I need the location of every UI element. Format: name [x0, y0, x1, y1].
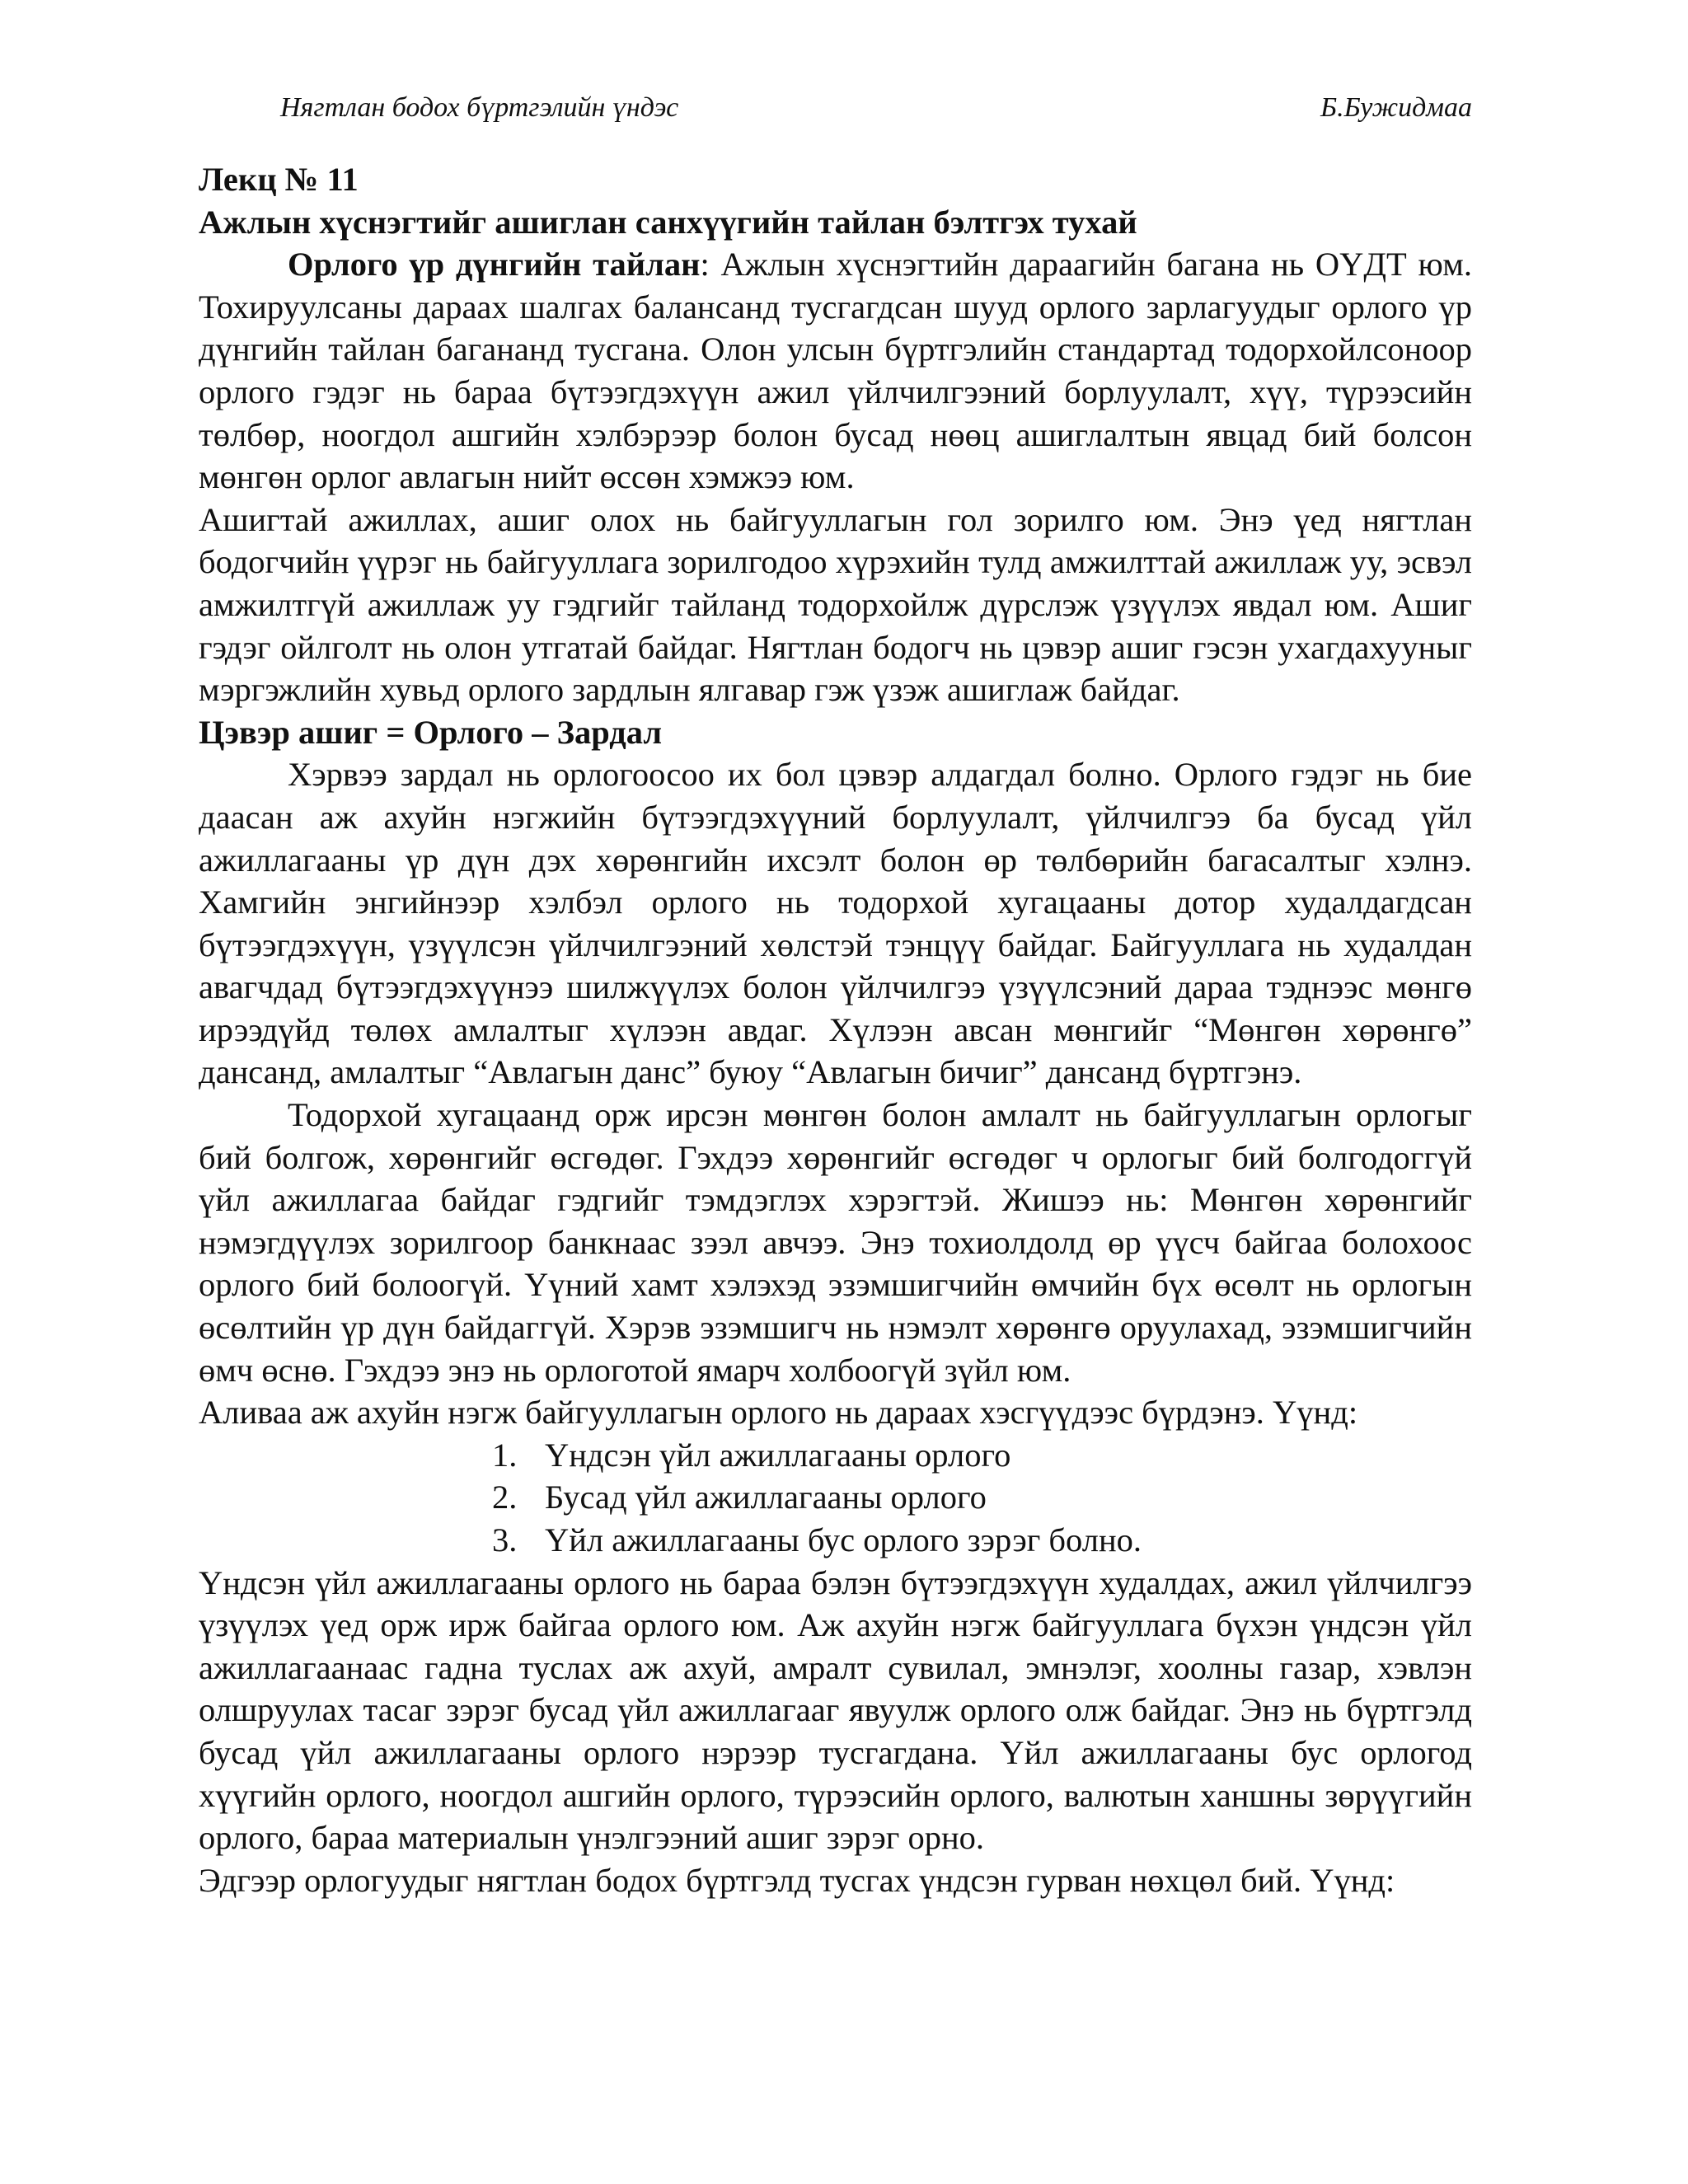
lecture-number: Лекц № 11 — [199, 161, 359, 198]
running-header — [280, 92, 1472, 134]
header-author: Б.Бужидмаа — [1320, 92, 1472, 123]
list-item — [199, 1434, 1472, 1477]
list-item — [199, 1476, 1472, 1519]
paragraph-conditions: Эдгээр орлогуудыг нягтлан бодох бүртгэлд тусгах үндсэн гурван нөхцөл бий. Үүнд: — [199, 1861, 1395, 1899]
list-item-text: Үйл ажиллагааны бус орлого зэрэг болно. — [545, 1521, 1142, 1558]
lecture-title: Ажлын хүснэгтийг ашиглан санхүүгийн тайлан бэлтгэх тухай — [199, 203, 1137, 241]
list-item-text: Үндсэн үйл ажиллагааны орлого — [545, 1436, 1011, 1474]
list-item-number: 2. — [492, 1479, 518, 1516]
income-types-list — [199, 1434, 1472, 1562]
list-item — [199, 1519, 1472, 1562]
list-item-number: 3. — [492, 1521, 518, 1558]
paragraph-profit-goal: Ашигтай ажиллах, ашиг олох нь байгууллагын гол зорилго юм. Энэ үед нягтлан бодогчийн үүрэг нь байгууллага зорилгодоо хүрэхийн тулд амжилттай ажиллаж уу, эсвэл амжилтгүй ажиллаж уу гэдгийг тайланд тодорхойлж дүрслэж үзүүлэх явдал юм. Ашиг гэдэг ойлголт нь олон утгатай байдаг. Нягтлан бодогч нь цэвэр ашиг гэсэн ухагдахууныг мэргэжлийн хувьд орлого зардлын ялгавар гэж үзэж ашиглаж байдаг. — [199, 500, 1472, 709]
paragraph-main-income: Үндсэн үйл ажиллагааны орлого нь бараа бэлэн бүтээгдэхүүн худалдах, ажил үйлчилгээ үзүүлэх үед орж ирж байгаа орлого юм. Аж ахуйн нэгж байгууллага бүхэн үндсэн үйл ажиллагаанаас гадна туслах аж ахуй, амралт сувилал, эмнэлэг, хоолны газар, хэвлэн олшруулах тасаг зэрэг бусад үйл ажиллагааг явуулж орлого олж байдаг. Энэ нь бүртгэлд бусад үйл ажиллагааны орлого нэрээр тусгагдана. Үйл ажиллагааны бус орлогод хүүгийн орлого, ноогдол ашгийн орлого, түрээсийн орлого, валютын ханшны зөрүүгийн орлого, бараа материалын үнэлгээний ашиг зэрэг орно. — [199, 1563, 1472, 1857]
list-item-text: Бусад үйл ажиллагааны орлого — [545, 1479, 987, 1516]
header-course-title: Нягтлан бодох бүртгэлийн үндэс — [280, 92, 679, 123]
income-statement-term: Орлого үр дүнгийн тайлан — [288, 246, 701, 284]
paragraph-income-statement — [199, 243, 1472, 499]
net-profit-formula: Цэвэр ашиг = Орлого – Зардал — [199, 713, 663, 751]
paragraph-income-assets: Тодорхой хугацаанд орж ирсэн мөнгөн болон амлалт нь байгууллагын орлогыг бий болгож, хөрөнгийг өсгөдөг. Гэхдээ хөрөнгийг өсгөдөг ч орлогыг бий болгодоггүй үйл ажиллагаа байдаг гэдгийг тэмдэглэх хэрэгтэй. Жишээ нь: Мөнгөн хөрөнгийг нэмэгдүүлэх зорилгоор банкнаас зээл авчээ. Энэ тохиолдолд өр үүсч байгаа болохоос орлого бий болоогүй. Үүний хамт хэлэхэд эзэмшигчийн өмчийн бүх өсөлт нь орлогын өсөлтийн үр дүн байдаггүй. Хэрэв эзэмшигч нь нэмэлт хөрөнгө оруулахад, эзэмшигчийн өмч өснө. Гэхдээ энэ нь орлоготой ямарч холбоогүй зүйл юм. — [199, 1096, 1472, 1389]
paragraph-income-definition: Хэрвээ зардал нь орлогоосоо их бол цэвэр алдагдал болно. Орлого гэдэг нь бие даасан аж ахуйн нэгжийн бүтээгдэхүүний борлуулалт, үйлчилгээ ба бусад үйл ажиллагааны үр дүн дэх хөрөнгийн ихсэлт болон өр төлбөрийн багасалтыг хэлнэ. Хамгийн энгийнээр хэлбэл орлого нь тодорхой хугацааны дотор худалдагдсан бүтээгдэхүүн, үзүүлсэн үйлчилгээний хөлстэй тэнцүү байдаг. Байгууллага нь худалдан авагчдад бүтээгдэхүүнээ шилжүүлэх болон үйлчилгээ үзүүлсэний дараа тэднээс мөнгө ирээдүйд төлөх амлалтыг хүлээн авдаг. Хүлээн авсан мөнгийг “Мөнгөн хөрөнгө” дансанд, амлалтыг “Авлагын данс” буюу “Авлагын бичиг” дансанд бүртгэнэ. — [199, 756, 1472, 1091]
paragraph-income-parts: Аливаа аж ахуйн нэгж байгууллагын орлого нь дараах хэсгүүдээс бүрдэнэ. Үүнд: — [199, 1394, 1358, 1432]
document-body — [199, 158, 1472, 1901]
income-statement-text: : Ажлын хүснэгтийн дараагийн багана нь ОҮДТ юм. Тохируулсаны дараах шалгах балансанд тусгагдсан шууд орлого зарлагуудыг орлого үр дүнгийн тайлан багананд тусгана. Олон улсын бүртгэлийн стандартад тодорхойлсоноор орлого гэдэг нь бараа бүтээгдэхүүн ажил үйлчилгээний борлуулалт, хүү, түрээсийн төлбөр, ноогдол ашгийн хэлбэрээр болон бусад нөөц ашиглалтын явцад бий болсон мөнгөн орлог авлагын нийт өссөн хэмжээ юм. — [199, 246, 1472, 496]
list-item-number: 1. — [492, 1436, 518, 1474]
